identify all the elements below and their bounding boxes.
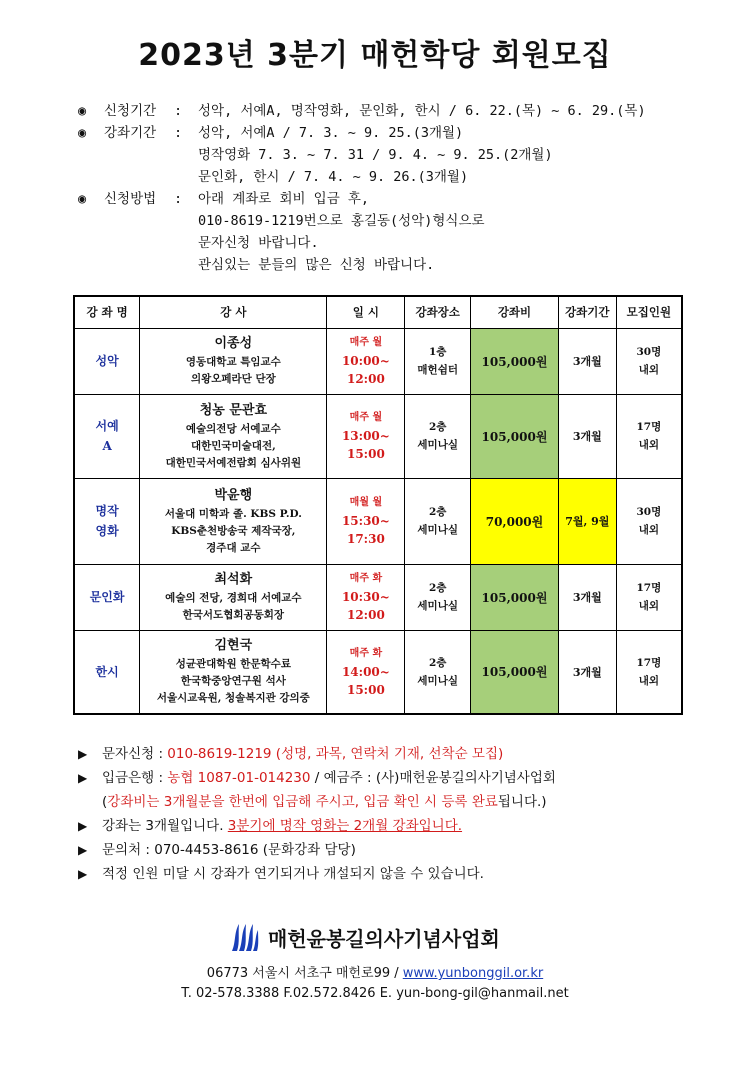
instructor-name: 박윤행 bbox=[214, 487, 253, 503]
info-colon: : bbox=[174, 103, 183, 119]
time-cell: 매주 화 14:00~ 15:00 bbox=[327, 630, 405, 714]
info-row-apply-method-extra bbox=[78, 254, 718, 276]
table-row bbox=[74, 478, 682, 564]
column-header: 강 사 bbox=[140, 296, 327, 328]
info-row-course-period-extra bbox=[78, 166, 718, 188]
address-line: 06773 서울시 서초구 매헌로99 / www.yunbonggil.or.kr bbox=[206, 966, 544, 981]
place-cell: 2층 세미나실 bbox=[405, 478, 471, 564]
note-warning: ▶ 적정 인원 미달 시 강좌가 연기되거나 개설되지 않을 수 있습니다. bbox=[78, 862, 718, 886]
time-cell: 매월 월 15:30~ 17:30 bbox=[327, 478, 405, 564]
subject-cell: 한시 bbox=[74, 630, 140, 714]
period-cell: 3개월 bbox=[558, 564, 616, 630]
note-course: ▶ 강좌는 3개월입니다. 3분기에 명작 영화는 2개월 강좌입니다. bbox=[78, 814, 718, 838]
note-bank-detail: (강좌비는 3개월분을 한번에 입금해 주시고, 입금 확인 시 등록 완료됩니다.) bbox=[102, 794, 547, 810]
info-row-apply-method-extra bbox=[78, 232, 718, 254]
subject-cell: 서예 A bbox=[74, 394, 140, 478]
fee-cell: 105,000원 bbox=[471, 328, 559, 394]
info-colon: : bbox=[174, 191, 183, 207]
instructor-name: 청농 문관효 bbox=[199, 402, 268, 418]
org-logo-icon bbox=[230, 922, 260, 952]
subject-cell: 성악 bbox=[74, 328, 140, 394]
fee-cell: 105,000원 bbox=[471, 394, 559, 478]
instructor-cell: 김현국 성균관대학원 한문학수료 한국학중앙연구원 석사 서울시교육원, 청솔복지관 강의중 bbox=[140, 630, 327, 714]
capacity-cell: 17명 내외 bbox=[616, 564, 682, 630]
period-cell: 3개월 bbox=[558, 630, 616, 714]
table-header-row bbox=[74, 296, 682, 328]
info-label: 신청방법 bbox=[104, 191, 157, 207]
column-header: 강좌비 bbox=[471, 296, 559, 328]
info-label: 강좌기간 bbox=[104, 125, 157, 141]
triangle-bullet-icon: ▶ bbox=[78, 747, 88, 761]
instructor-name: 김현국 bbox=[214, 638, 253, 654]
fee-cell: 105,000원 bbox=[471, 564, 559, 630]
bullet-icon: ◉ bbox=[78, 191, 87, 207]
period-cell: 7월, 9월 bbox=[558, 478, 616, 564]
info-value: 문자신청 바랍니다. bbox=[198, 235, 319, 251]
note-sms: ▶ 문자신청 : 010-8619-1219 (성명, 과목, 연락처 기재, 선착순 모집) bbox=[78, 742, 718, 766]
info-value: 명작영화 7. 3. ~ 7. 31 / 9. 4. ~ 9. 25.(2개월) bbox=[198, 147, 553, 163]
subject-cell: 문인화 bbox=[74, 564, 140, 630]
note-bank: ▶ 입금은행 : 농협 1087-01-014230 / 예금주 : (사)매헌윤봉길의사기념사업회 bbox=[78, 766, 718, 790]
column-header: 강좌기간 bbox=[558, 296, 616, 328]
contact-line: T. 02-578.3388 F.02.572.8426 E. yun-bong-gil@hanmail.net bbox=[181, 986, 569, 1001]
website-link[interactable]: www.yunbonggil.or.kr bbox=[402, 966, 544, 981]
table-row bbox=[74, 328, 682, 394]
capacity-cell: 30명 내외 bbox=[616, 478, 682, 564]
time-cell: 매주 화 10:30~ 12:00 bbox=[327, 564, 405, 630]
triangle-bullet-icon: ▶ bbox=[78, 819, 88, 833]
info-row-apply-period bbox=[78, 100, 718, 122]
bullet-icon: ◉ bbox=[78, 125, 87, 141]
info-value: 관심있는 분들의 많은 신청 바랍니다. bbox=[198, 257, 435, 273]
info-value: 성악, 서예A, 명작영화, 문인화, 한시 / 6. 22.(목) ~ 6. 29.(목) bbox=[198, 103, 646, 119]
info-row-course-period bbox=[78, 122, 718, 144]
organization-header bbox=[230, 920, 500, 954]
table-row bbox=[74, 630, 682, 714]
capacity-cell: 17명 내외 bbox=[616, 630, 682, 714]
table-row bbox=[74, 394, 682, 478]
triangle-bullet-icon: ▶ bbox=[78, 843, 88, 857]
notes-section bbox=[78, 742, 718, 886]
fee-cell: 70,000원 bbox=[471, 478, 559, 564]
page-title: 2023년 3분기 매헌학당 회원모집 bbox=[138, 38, 612, 73]
sms-number: 010-8619-1219 (성명, 과목, 연락처 기재, 선착순 모집) bbox=[167, 746, 504, 762]
info-value: 문인화, 한시 / 7. 4. ~ 9. 26.(3개월) bbox=[198, 169, 469, 185]
place-cell: 2층 세미나실 bbox=[405, 630, 471, 714]
column-header: 강 좌 명 bbox=[74, 296, 140, 328]
info-value: 010-8619-1219번으로 홍길동(성악)형식으로 bbox=[198, 213, 485, 229]
info-row-apply-method bbox=[78, 188, 718, 210]
info-colon: : bbox=[174, 125, 183, 141]
period-cell: 3개월 bbox=[558, 328, 616, 394]
table-row bbox=[74, 564, 682, 630]
bullet-icon: ◉ bbox=[78, 103, 87, 119]
instructor-cell: 이종성 영동대학교 특임교수 의왕오페라단 단장 bbox=[140, 328, 327, 394]
course-table bbox=[73, 295, 683, 715]
instructor-name: 이종성 bbox=[214, 336, 253, 351]
note-inquiry: ▶ 문의처 : 070-4453-8616 (문화강좌 담당) bbox=[78, 838, 718, 862]
place-cell: 2층 세미나실 bbox=[405, 394, 471, 478]
time-cell: 매주 월 10:00~ 12:00 bbox=[327, 328, 405, 394]
place-cell: 2층 세미나실 bbox=[405, 564, 471, 630]
info-label: 신청기간 bbox=[104, 103, 157, 119]
info-row-apply-method-extra bbox=[78, 210, 718, 232]
column-header: 강좌장소 bbox=[405, 296, 471, 328]
instructor-cell: 박윤행 서울대 미학과 졸. KBS P.D. KBS춘천방송국 제작국장, 경주대 교수 bbox=[140, 478, 327, 564]
subject-cell: 명작 영화 bbox=[74, 478, 140, 564]
bank-account: 농협 1087-01-014230 bbox=[167, 770, 311, 786]
triangle-bullet-icon: ▶ bbox=[78, 771, 88, 785]
column-header: 모집인원 bbox=[616, 296, 682, 328]
instructor-name: 최석화 bbox=[214, 572, 253, 587]
place-cell: 1층 매헌쉼터 bbox=[405, 328, 471, 394]
org-name: 매헌윤봉길의사기념사업회 bbox=[268, 926, 500, 951]
info-section bbox=[78, 100, 718, 276]
instructor-cell: 최석화 예술의 전당, 경희대 서예교수 한국서도협회공동회장 bbox=[140, 564, 327, 630]
period-cell: 3개월 bbox=[558, 394, 616, 478]
column-header: 일 시 bbox=[327, 296, 405, 328]
capacity-cell: 30명 내외 bbox=[616, 328, 682, 394]
triangle-bullet-icon: ▶ bbox=[78, 867, 88, 881]
fee-cell: 105,000원 bbox=[471, 630, 559, 714]
info-row-course-period-extra bbox=[78, 144, 718, 166]
capacity-cell: 17명 내외 bbox=[616, 394, 682, 478]
instructor-cell: 청농 문관효 예술의전당 서예교수 대한민국미술대전, 대한민국서예전람회 심사위원 bbox=[140, 394, 327, 478]
info-value: 성악, 서예A / 7. 3. ~ 9. 25.(3개월) bbox=[198, 125, 464, 141]
info-value: 아래 계좌로 회비 입금 후, bbox=[198, 191, 370, 207]
time-cell: 매주 월 13:00~ 15:00 bbox=[327, 394, 405, 478]
